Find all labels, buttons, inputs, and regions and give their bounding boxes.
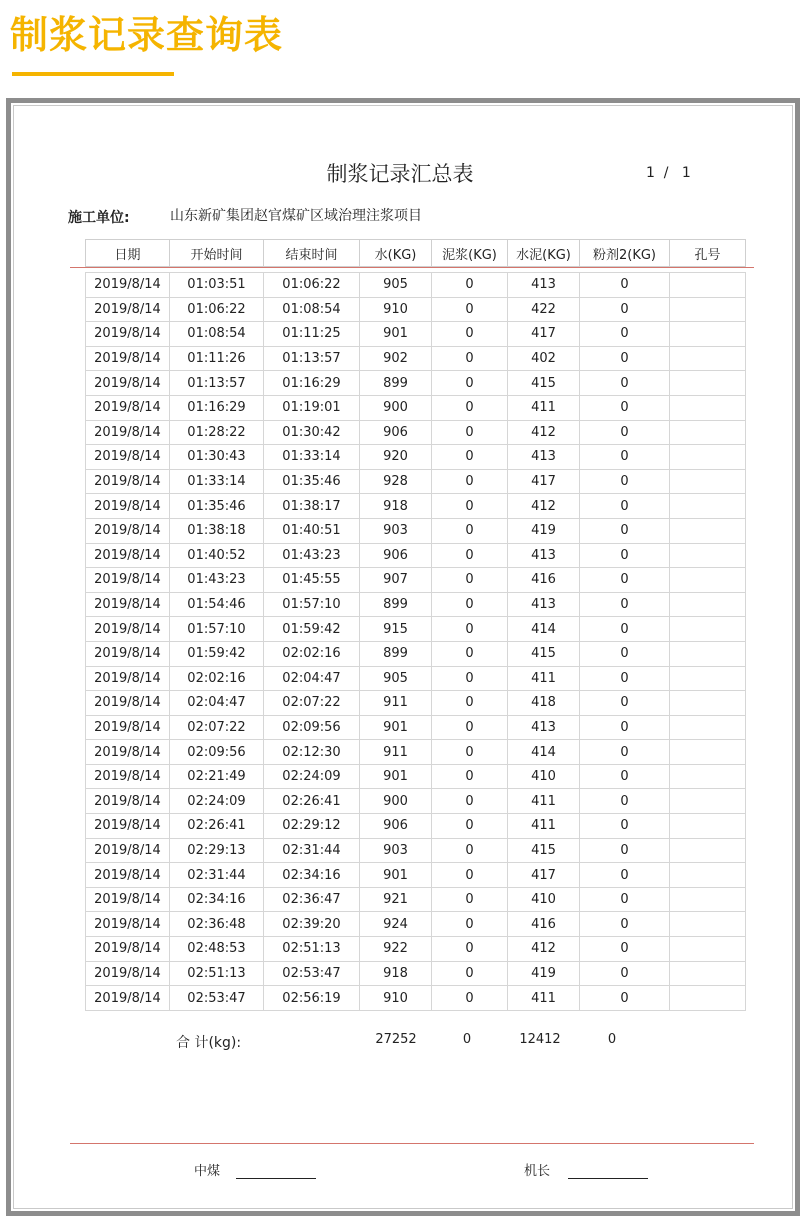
- cell-end-time: 01:08:54: [264, 297, 360, 322]
- cell-slurry: 0: [432, 814, 508, 839]
- cell-start-time: 01:38:18: [170, 518, 264, 543]
- cell-cement: 412: [508, 420, 580, 445]
- sign-line-captain: [568, 1178, 648, 1179]
- cell-cement: 410: [508, 764, 580, 789]
- cell-date: 2019/8/14: [86, 887, 170, 912]
- table-row: [86, 371, 746, 396]
- cell-end-time: 01:19:01: [264, 395, 360, 420]
- cell-date: 2019/8/14: [86, 273, 170, 298]
- table-row: [86, 814, 746, 839]
- cell-date: 2019/8/14: [86, 297, 170, 322]
- cell-powder: 0: [580, 961, 670, 986]
- cell-date: 2019/8/14: [86, 469, 170, 494]
- table-row: [86, 715, 746, 740]
- cell-slurry: 0: [432, 937, 508, 962]
- cell-end-time: 02:34:16: [264, 863, 360, 888]
- banner-underline: [12, 72, 174, 76]
- cell-slurry: 0: [432, 518, 508, 543]
- cell-slurry: 0: [432, 961, 508, 986]
- cell-cement: 419: [508, 518, 580, 543]
- cell-hole-no: [670, 297, 746, 322]
- cell-start-time: 02:29:13: [170, 838, 264, 863]
- cell-end-time: 02:39:20: [264, 912, 360, 937]
- report-title: 制浆记录汇总表: [326, 162, 474, 186]
- cell-water: 902: [360, 346, 432, 371]
- cell-slurry: 0: [432, 297, 508, 322]
- cell-slurry: 0: [432, 863, 508, 888]
- cell-slurry: 0: [432, 986, 508, 1011]
- table-row: [86, 912, 746, 937]
- cell-powder: 0: [580, 641, 670, 666]
- cell-date: 2019/8/14: [86, 371, 170, 396]
- cell-cement: 412: [508, 937, 580, 962]
- cell-end-time: 02:26:41: [264, 789, 360, 814]
- cell-cement: 415: [508, 838, 580, 863]
- cell-water: 922: [360, 937, 432, 962]
- cell-slurry: 0: [432, 273, 508, 298]
- cell-end-time: 01:13:57: [264, 346, 360, 371]
- table-row: [86, 617, 746, 642]
- cell-water: 924: [360, 912, 432, 937]
- cell-date: 2019/8/14: [86, 937, 170, 962]
- cell-cement: 411: [508, 814, 580, 839]
- cell-hole-no: [670, 691, 746, 716]
- cell-cement: 417: [508, 322, 580, 347]
- cell-slurry: 0: [432, 789, 508, 814]
- cell-start-time: 02:36:48: [170, 912, 264, 937]
- cell-cement: 411: [508, 666, 580, 691]
- cell-cement: 411: [508, 395, 580, 420]
- sign-label-zhongmei: 中煤: [194, 1164, 221, 1179]
- cell-start-time: 01:40:52: [170, 543, 264, 568]
- cell-start-time: 02:09:56: [170, 740, 264, 765]
- cell-water: 911: [360, 740, 432, 765]
- cell-water: 911: [360, 691, 432, 716]
- cell-powder: 0: [580, 887, 670, 912]
- cell-date: 2019/8/14: [86, 592, 170, 617]
- cell-slurry: 0: [432, 568, 508, 593]
- cell-water: 906: [360, 420, 432, 445]
- cell-slurry: 0: [432, 395, 508, 420]
- table-row: [86, 937, 746, 962]
- table-row: [86, 322, 746, 347]
- cell-slurry: 0: [432, 715, 508, 740]
- cell-start-time: 02:34:16: [170, 887, 264, 912]
- cell-slurry: 0: [432, 346, 508, 371]
- cell-water: 901: [360, 715, 432, 740]
- cell-slurry: 0: [432, 617, 508, 642]
- cell-start-time: 01:16:29: [170, 395, 264, 420]
- cell-slurry: 0: [432, 543, 508, 568]
- header-divider: [70, 267, 754, 268]
- cell-end-time: 02:51:13: [264, 937, 360, 962]
- cell-start-time: 01:35:46: [170, 494, 264, 519]
- cell-start-time: 02:04:47: [170, 691, 264, 716]
- cell-slurry: 0: [432, 912, 508, 937]
- cell-hole-no: [670, 789, 746, 814]
- cell-start-time: 02:02:16: [170, 666, 264, 691]
- cell-powder: 0: [580, 518, 670, 543]
- cell-water: 906: [360, 814, 432, 839]
- cell-slurry: 0: [432, 322, 508, 347]
- table-row: [86, 445, 746, 470]
- cell-end-time: 02:09:56: [264, 715, 360, 740]
- cell-water: 901: [360, 322, 432, 347]
- cell-hole-no: [670, 961, 746, 986]
- table-row: [86, 297, 746, 322]
- cell-end-time: 02:36:47: [264, 887, 360, 912]
- cell-end-time: 02:02:16: [264, 641, 360, 666]
- cell-cement: 419: [508, 961, 580, 986]
- cell-end-time: 01:30:42: [264, 420, 360, 445]
- cell-hole-no: [670, 937, 746, 962]
- data-table-body: [86, 273, 746, 1011]
- cell-hole-no: [670, 838, 746, 863]
- cell-powder: 0: [580, 838, 670, 863]
- cell-water: 915: [360, 617, 432, 642]
- cell-cement: 402: [508, 346, 580, 371]
- cell-slurry: 0: [432, 371, 508, 396]
- cell-water: 905: [360, 666, 432, 691]
- header-hole-no: 孔号: [670, 240, 746, 267]
- cell-end-time: 02:07:22: [264, 691, 360, 716]
- cell-date: 2019/8/14: [86, 838, 170, 863]
- table-row: [86, 764, 746, 789]
- cell-powder: 0: [580, 912, 670, 937]
- cell-powder: 0: [580, 273, 670, 298]
- cell-water: 901: [360, 764, 432, 789]
- cell-hole-no: [670, 518, 746, 543]
- cell-hole-no: [670, 641, 746, 666]
- cell-date: 2019/8/14: [86, 395, 170, 420]
- cell-date: 2019/8/14: [86, 961, 170, 986]
- cell-date: 2019/8/14: [86, 568, 170, 593]
- sign-label-captain: 机长: [524, 1164, 551, 1179]
- cell-hole-no: [670, 395, 746, 420]
- cell-slurry: 0: [432, 494, 508, 519]
- cell-start-time: 02:51:13: [170, 961, 264, 986]
- cell-cement: 411: [508, 789, 580, 814]
- cell-start-time: 01:03:51: [170, 273, 264, 298]
- cell-powder: 0: [580, 494, 670, 519]
- cell-start-time: 01:28:22: [170, 420, 264, 445]
- table-row: [86, 494, 746, 519]
- cell-cement: 413: [508, 592, 580, 617]
- cell-powder: 0: [580, 469, 670, 494]
- table-row: [86, 568, 746, 593]
- cell-hole-no: [670, 863, 746, 888]
- cell-hole-no: [670, 814, 746, 839]
- cell-end-time: 02:29:12: [264, 814, 360, 839]
- cell-cement: 412: [508, 494, 580, 519]
- cell-date: 2019/8/14: [86, 518, 170, 543]
- cell-end-time: 01:16:29: [264, 371, 360, 396]
- cell-date: 2019/8/14: [86, 445, 170, 470]
- cell-hole-no: [670, 740, 746, 765]
- cell-slurry: 0: [432, 838, 508, 863]
- cell-date: 2019/8/14: [86, 494, 170, 519]
- header-cement: 水泥(KG): [508, 240, 580, 267]
- cell-powder: 0: [580, 691, 670, 716]
- header-water: 水(KG): [360, 240, 432, 267]
- cell-water: 900: [360, 395, 432, 420]
- header-powder: 粉剂2(KG): [580, 240, 670, 267]
- cell-date: 2019/8/14: [86, 764, 170, 789]
- cell-cement: 410: [508, 887, 580, 912]
- cell-cement: 415: [508, 371, 580, 396]
- cell-end-time: 01:59:42: [264, 617, 360, 642]
- cell-start-time: 01:11:26: [170, 346, 264, 371]
- cell-water: 910: [360, 297, 432, 322]
- cell-date: 2019/8/14: [86, 691, 170, 716]
- cell-start-time: 02:07:22: [170, 715, 264, 740]
- cell-date: 2019/8/14: [86, 666, 170, 691]
- cell-cement: 417: [508, 863, 580, 888]
- sign-line-zhongmei: [236, 1178, 316, 1179]
- cell-slurry: 0: [432, 691, 508, 716]
- total-slurry: 0: [462, 1032, 472, 1047]
- cell-date: 2019/8/14: [86, 789, 170, 814]
- cell-end-time: 02:56:19: [264, 986, 360, 1011]
- data-table: [85, 272, 746, 1011]
- cell-powder: 0: [580, 740, 670, 765]
- table-row: [86, 986, 746, 1011]
- cell-water: 910: [360, 986, 432, 1011]
- cell-water: 905: [360, 273, 432, 298]
- cell-hole-no: [670, 543, 746, 568]
- cell-end-time: 02:53:47: [264, 961, 360, 986]
- table-row: [86, 838, 746, 863]
- cell-date: 2019/8/14: [86, 740, 170, 765]
- cell-powder: 0: [580, 346, 670, 371]
- cell-date: 2019/8/14: [86, 322, 170, 347]
- cell-powder: 0: [580, 764, 670, 789]
- table-row: [86, 666, 746, 691]
- cell-end-time: 01:40:51: [264, 518, 360, 543]
- cell-hole-no: [670, 494, 746, 519]
- cell-slurry: 0: [432, 666, 508, 691]
- cell-hole-no: [670, 445, 746, 470]
- cell-water: 918: [360, 961, 432, 986]
- table-row: [86, 543, 746, 568]
- cell-hole-no: [670, 986, 746, 1011]
- table-row: [86, 740, 746, 765]
- page-number: 1 / 1: [646, 165, 691, 181]
- cell-water: 928: [360, 469, 432, 494]
- cell-powder: 0: [580, 715, 670, 740]
- cell-cement: 417: [508, 469, 580, 494]
- cell-cement: 413: [508, 715, 580, 740]
- cell-start-time: 01:57:10: [170, 617, 264, 642]
- cell-end-time: 01:11:25: [264, 322, 360, 347]
- cell-hole-no: [670, 568, 746, 593]
- cell-water: 906: [360, 543, 432, 568]
- cell-cement: 411: [508, 986, 580, 1011]
- cell-cement: 422: [508, 297, 580, 322]
- cell-water: 921: [360, 887, 432, 912]
- cell-powder: 0: [580, 445, 670, 470]
- table-row: [86, 863, 746, 888]
- cell-water: 899: [360, 641, 432, 666]
- cell-start-time: 02:21:49: [170, 764, 264, 789]
- cell-powder: 0: [580, 986, 670, 1011]
- cell-slurry: 0: [432, 764, 508, 789]
- cell-slurry: 0: [432, 887, 508, 912]
- cell-cement: 414: [508, 617, 580, 642]
- header-end-time: 结束时间: [264, 240, 360, 267]
- cell-start-time: 01:54:46: [170, 592, 264, 617]
- cell-powder: 0: [580, 395, 670, 420]
- cell-water: 899: [360, 371, 432, 396]
- cell-end-time: 01:38:17: [264, 494, 360, 519]
- cell-cement: 413: [508, 273, 580, 298]
- cell-water: 903: [360, 838, 432, 863]
- cell-water: 900: [360, 789, 432, 814]
- cell-hole-no: [670, 346, 746, 371]
- table-row: [86, 592, 746, 617]
- cell-end-time: 01:57:10: [264, 592, 360, 617]
- cell-hole-no: [670, 371, 746, 396]
- cell-start-time: 02:53:47: [170, 986, 264, 1011]
- cell-water: 903: [360, 518, 432, 543]
- cell-slurry: 0: [432, 420, 508, 445]
- cell-hole-no: [670, 764, 746, 789]
- cell-start-time: 01:30:43: [170, 445, 264, 470]
- cell-date: 2019/8/14: [86, 715, 170, 740]
- cell-date: 2019/8/14: [86, 912, 170, 937]
- header-slurry: 泥浆(KG): [432, 240, 508, 267]
- cell-powder: 0: [580, 568, 670, 593]
- cell-start-time: 02:24:09: [170, 789, 264, 814]
- table-row: [86, 420, 746, 445]
- cell-date: 2019/8/14: [86, 617, 170, 642]
- unit-value: 山东新矿集团赵官煤矿区域治理注浆项目: [170, 208, 422, 224]
- cell-hole-no: [670, 322, 746, 347]
- cell-hole-no: [670, 592, 746, 617]
- total-label: 合 计(kg):: [176, 1035, 242, 1051]
- cell-slurry: 0: [432, 445, 508, 470]
- cell-date: 2019/8/14: [86, 346, 170, 371]
- cell-cement: 415: [508, 641, 580, 666]
- cell-start-time: 02:26:41: [170, 814, 264, 839]
- cell-date: 2019/8/14: [86, 986, 170, 1011]
- cell-end-time: 01:43:23: [264, 543, 360, 568]
- cell-start-time: 02:31:44: [170, 863, 264, 888]
- cell-powder: 0: [580, 814, 670, 839]
- cell-powder: 0: [580, 543, 670, 568]
- cell-hole-no: [670, 912, 746, 937]
- cell-start-time: 01:59:42: [170, 641, 264, 666]
- table-row: [86, 395, 746, 420]
- cell-end-time: 02:04:47: [264, 666, 360, 691]
- cell-slurry: 0: [432, 641, 508, 666]
- cell-powder: 0: [580, 666, 670, 691]
- cell-slurry: 0: [432, 592, 508, 617]
- cell-powder: 0: [580, 592, 670, 617]
- cell-cement: 413: [508, 445, 580, 470]
- cell-cement: 416: [508, 568, 580, 593]
- total-water: 27252: [375, 1032, 417, 1047]
- table-row: [86, 518, 746, 543]
- table-row: [86, 346, 746, 371]
- cell-end-time: 01:06:22: [264, 273, 360, 298]
- cell-water: 920: [360, 445, 432, 470]
- table-row: [86, 961, 746, 986]
- cell-powder: 0: [580, 937, 670, 962]
- cell-powder: 0: [580, 863, 670, 888]
- total-cement: 12412: [519, 1032, 561, 1047]
- cell-start-time: 01:13:57: [170, 371, 264, 396]
- cell-date: 2019/8/14: [86, 814, 170, 839]
- table-row: [86, 273, 746, 298]
- cell-cement: 413: [508, 543, 580, 568]
- cell-water: 899: [360, 592, 432, 617]
- cell-end-time: 02:12:30: [264, 740, 360, 765]
- cell-end-time: 01:35:46: [264, 469, 360, 494]
- cell-end-time: 01:45:55: [264, 568, 360, 593]
- table-header: [85, 239, 746, 267]
- total-powder: 0: [607, 1032, 617, 1047]
- header-date: 日期: [86, 240, 170, 267]
- cell-start-time: 01:08:54: [170, 322, 264, 347]
- cell-date: 2019/8/14: [86, 420, 170, 445]
- cell-powder: 0: [580, 617, 670, 642]
- cell-water: 907: [360, 568, 432, 593]
- cell-end-time: 02:24:09: [264, 764, 360, 789]
- cell-date: 2019/8/14: [86, 641, 170, 666]
- cell-powder: 0: [580, 371, 670, 396]
- banner-title: 制浆记录查询表: [10, 13, 284, 57]
- cell-date: 2019/8/14: [86, 543, 170, 568]
- cell-start-time: 02:48:53: [170, 937, 264, 962]
- cell-date: 2019/8/14: [86, 863, 170, 888]
- cell-hole-no: [670, 420, 746, 445]
- cell-start-time: 01:33:14: [170, 469, 264, 494]
- cell-powder: 0: [580, 789, 670, 814]
- cell-start-time: 01:43:23: [170, 568, 264, 593]
- header-start-time: 开始时间: [170, 240, 264, 267]
- unit-label: 施工单位:: [68, 210, 130, 226]
- footer-divider: [70, 1143, 754, 1144]
- cell-hole-no: [670, 887, 746, 912]
- cell-cement: 414: [508, 740, 580, 765]
- cell-hole-no: [670, 715, 746, 740]
- cell-cement: 416: [508, 912, 580, 937]
- cell-hole-no: [670, 273, 746, 298]
- cell-water: 918: [360, 494, 432, 519]
- table-row: [86, 691, 746, 716]
- cell-hole-no: [670, 617, 746, 642]
- cell-slurry: 0: [432, 469, 508, 494]
- table-row: [86, 469, 746, 494]
- table-row: [86, 789, 746, 814]
- cell-end-time: 01:33:14: [264, 445, 360, 470]
- cell-cement: 418: [508, 691, 580, 716]
- table-row: [86, 641, 746, 666]
- cell-hole-no: [670, 666, 746, 691]
- cell-powder: 0: [580, 297, 670, 322]
- cell-start-time: 01:06:22: [170, 297, 264, 322]
- cell-powder: 0: [580, 420, 670, 445]
- cell-slurry: 0: [432, 740, 508, 765]
- cell-powder: 0: [580, 322, 670, 347]
- table-row: [86, 887, 746, 912]
- cell-hole-no: [670, 469, 746, 494]
- cell-end-time: 02:31:44: [264, 838, 360, 863]
- cell-water: 901: [360, 863, 432, 888]
